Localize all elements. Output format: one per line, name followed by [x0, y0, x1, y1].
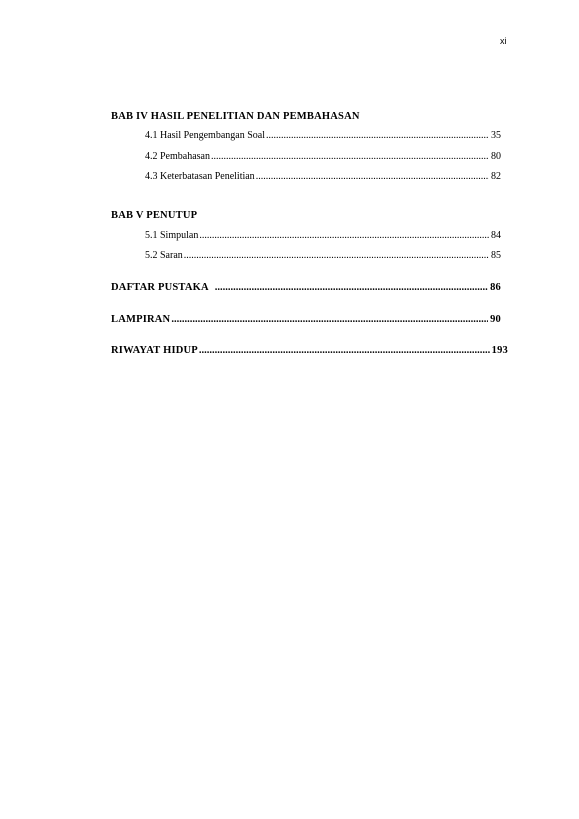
toc-entry-label: 4.3 Keterbatasan Penelitian	[145, 171, 255, 182]
toc-leader-dots	[266, 130, 489, 141]
toc-leader-dots	[256, 171, 489, 182]
toc-main-entry-daftar-pustaka[interactable]	[111, 282, 501, 293]
toc-entry-label: 4.1 Hasil Pengembangan Soal	[145, 130, 265, 141]
toc-entry-label: LAMPIRAN	[111, 314, 171, 325]
toc-entry-label: 4.2 Pembahasan	[145, 151, 210, 162]
toc-entry-page: 82	[491, 171, 501, 182]
toc-leader-dots	[215, 282, 488, 293]
toc-entry-page: 90	[490, 314, 501, 325]
toc-entry[interactable]	[145, 230, 501, 241]
toc-leader-dots	[199, 230, 489, 241]
toc-main-entry-lampiran[interactable]	[111, 314, 501, 325]
page-number: xi	[500, 36, 507, 46]
chapter-heading-bab-iv: BAB IV HASIL PENELITIAN DAN PEMBAHASAN	[111, 111, 360, 122]
toc-entry-page: 80	[491, 151, 501, 162]
chapter-heading-bab-v: BAB V PENUTUP	[111, 210, 198, 221]
toc-leader-dots	[199, 345, 490, 356]
toc-entry-page: 84	[491, 230, 501, 241]
toc-entry[interactable]	[145, 151, 501, 162]
toc-entry[interactable]	[145, 171, 501, 182]
toc-entry-page: 86	[490, 282, 501, 293]
toc-entry-label: DAFTAR PUSTAKA	[111, 282, 209, 293]
toc-leader-dots	[171, 314, 488, 325]
toc-entry[interactable]	[145, 250, 501, 261]
toc-entry-page: 193	[491, 345, 508, 356]
toc-entry-label: RIWAYAT HIDUP	[111, 345, 198, 356]
toc-leader-dots	[211, 151, 489, 162]
toc-entry[interactable]	[145, 130, 501, 141]
toc-entry-label: 5.2 Saran	[145, 250, 183, 261]
toc-entry-label: 5.1 Simpulan	[145, 230, 199, 241]
toc-entry-page: 85	[491, 250, 501, 261]
toc-leader-dots	[184, 250, 489, 261]
toc-main-entry-riwayat-hidup[interactable]	[111, 345, 508, 356]
toc-entry-page: 35	[491, 130, 501, 141]
